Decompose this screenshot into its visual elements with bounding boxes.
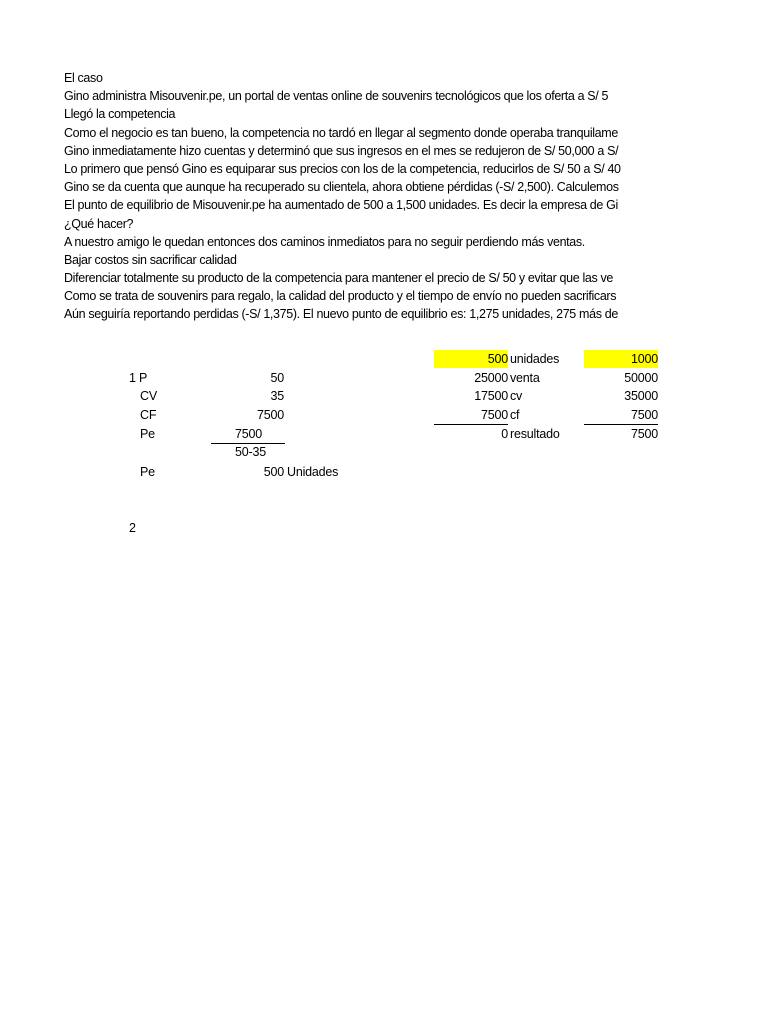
narrative-line: Diferenciar totalmente su producto de la competencia para mantener el precio de S/ 50 y evitar que las ve — [64, 271, 613, 286]
narrative-line: Bajar costos sin sacrificar calidad — [64, 252, 237, 267]
narrative-line: Gino inmediatamente hizo cuentas y determinó que sus ingresos en el mes se redujeron de S/ 50,000 a S/ — [64, 143, 619, 158]
price-label: 1 P — [129, 371, 148, 385]
scenario-b-venta: 50000 — [624, 371, 658, 385]
pe-result-label: Pe — [140, 465, 155, 479]
scenario-a-resultado: 0 — [501, 427, 508, 441]
cf-value: 7500 — [256, 408, 284, 422]
narrative-line: Como el negocio es tan bueno, la competencia no tardó en llegar al segmento donde operaba tranquilame — [64, 125, 618, 140]
scenario-a-cf: 7500 — [480, 408, 508, 422]
scenario-a-venta: 25000 — [474, 371, 508, 385]
cf-row-label: cf — [510, 408, 520, 422]
cv-row-label: cv — [510, 389, 523, 403]
pe-result-unit: Unidades — [287, 465, 339, 479]
scenario-b-cv: 35000 — [624, 389, 658, 403]
narrative-title: El caso — [64, 71, 103, 85]
narrative-line: A nuestro amigo le quedan entonces dos caminos inmediatos para no seguir perdiendo más ventas. — [64, 234, 585, 249]
cv-label: CV — [140, 389, 157, 403]
scenario-b-cf: 7500 — [630, 408, 658, 422]
resultado-label: resultado — [510, 427, 560, 441]
narrative-line-intro: Gino administra Misouvenir.pe, un portal de ventas online de souvenirs tecnológicos que los oferta a S/ 5 — [64, 89, 609, 104]
narrative-heading-what-to-do: ¿Qué hacer? — [64, 216, 134, 231]
price-value: 50 — [270, 371, 284, 385]
pe-result-value: 500 — [263, 465, 284, 479]
narrative-line: Gino se da cuenta que aunque ha recuperado su clientela, ahora obtiene pérdidas (-S/ 2,500). Calculemos — [64, 180, 619, 195]
narrative-heading-competition: Llegó la competencia — [64, 107, 176, 122]
narrative-line: Como se trata de souvenirs para regalo, la calidad del producto y el tiempo de envío no pueden sacrificars — [64, 289, 617, 304]
scenario-b-resultado: 7500 — [630, 427, 658, 441]
units-label: unidades — [510, 352, 560, 366]
section-number-2: 2 — [129, 521, 136, 535]
narrative-line: Lo primero que pensó Gino es equiparar sus precios con los de la competencia, reducirlos de S/ 50 a S/ 40 — [64, 161, 621, 176]
pe-denominator: 50-35 — [235, 445, 266, 459]
scenario-a-units: 500 — [434, 350, 508, 368]
narrative-line: Aún seguiría reportando perdidas (-S/ 1,375). El nuevo punto de equilibrio es: 1,275 unidades, 275 más de — [64, 307, 618, 322]
pe-label: Pe — [140, 427, 155, 441]
scenario-b-units: 1000 — [584, 350, 658, 368]
pe-numerator: 7500 — [235, 427, 263, 441]
scenario-a-cv: 17500 — [474, 389, 508, 403]
venta-label: venta — [510, 371, 540, 385]
case-narrative — [64, 69, 660, 324]
cv-value: 35 — [270, 389, 284, 403]
cf-label: CF — [140, 408, 157, 422]
narrative-line: El punto de equilibrio de Misouvenir.pe ha aumentado de 500 a 1,500 unidades. Es decir la empresa de Gi — [64, 198, 618, 213]
